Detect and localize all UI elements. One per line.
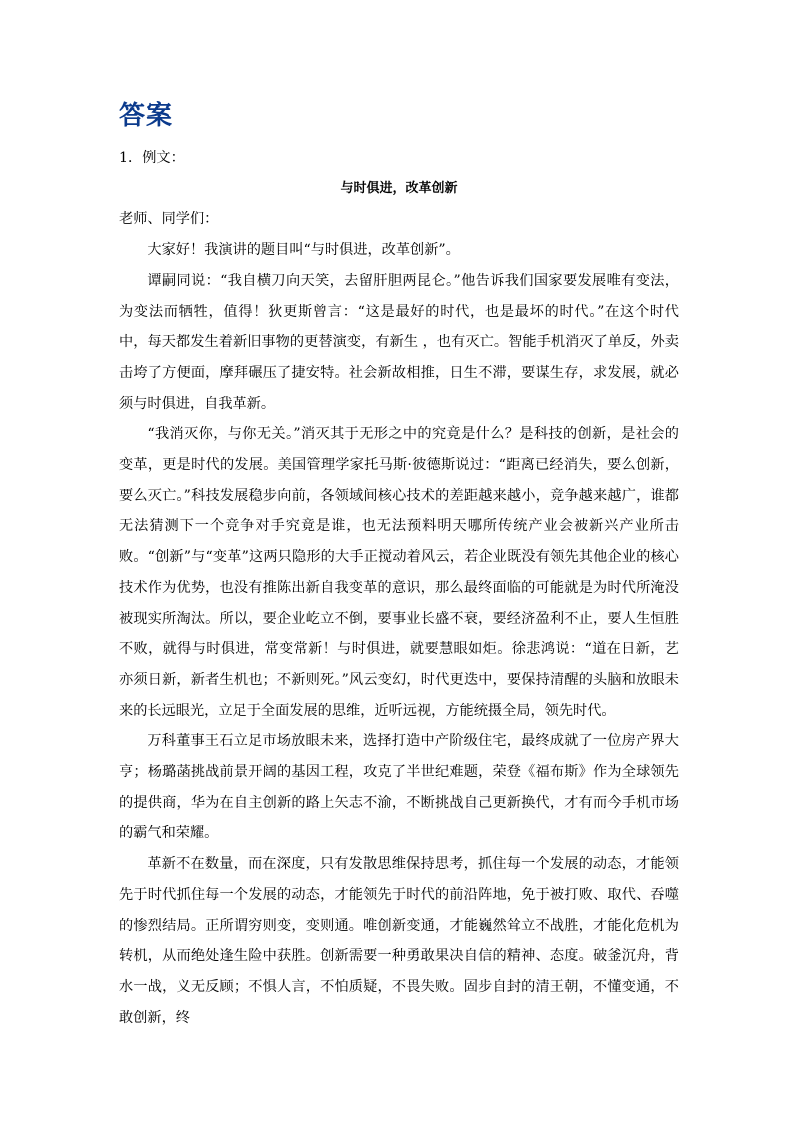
- paragraph-depth: 革新不在数量，而在深度，只有发散思维保持思考，抓住每一个发展的动态，才能领先于时代抓住每一个发展的动态，才能领先于时代的前沿阵地，免于被打败、取代、吞噬的惨烈结局。正所谓穷则变，变则通。唯创新变通，才能巍然耸立不战胜，才能化危机为转机，从而绝处逢生险中获胜。创新需要一种勇敢果决自信的精神、态度。破釜沉舟，背水一战，义无反顾；不惧人言，不怕质疑，不畏失败。固步自封的清王朝，不懂变通，不敢创新，终: [119, 856, 679, 1026]
- answer-content: [119, 143, 679, 1033]
- salutation: 老师、同学们：: [119, 211, 219, 228]
- paragraph-examples: 万科董事王石立足市场放眼未来，选择打造中产阶级住宅，最终成就了一位房产界大亨；杨璐菡挑战前景开阔的基因工程，攻克了半世纪难题，荣登《福布斯》作为全球领先的提供商，华为在自主创新的路上矢志不渝，不断挑战自己更新换代，才有而今手机市场的霸气和荣耀。: [119, 733, 679, 842]
- paragraph-tan-sitong: 谭嗣同说：“我自横刀向天笑，去留肝胆两昆仑。”他告诉我们国家要发展唯有变法，为变法而牺牲，值得！狄更斯曾言：“这是最好的时代，也是最坏的时代。”在这个时代中，每天都发生着新旧事物的更替演变，有新生 ，也有灭亡。智能手机消灭了单反，外卖击垮了方便面，摩拜碾压了捷安特。社会新故相推，日生不滞，要谋生存，求发展，就必须与时俱进，自我革新。: [119, 272, 679, 412]
- essay-title: 与时俱进，改革创新: [340, 180, 458, 196]
- paragraph-greeting: 大家好！我演讲的题目叫“与时俱进，改革创新”。: [147, 242, 460, 259]
- answer-heading: 答案: [119, 101, 174, 131]
- question-label: 1．例文：: [119, 150, 185, 166]
- paragraph-innovation: “我消灭你，与你无关。”消灭其于无形之中的究竟是什么？是科技的创新，是社会的变革，更是时代的发展。美国管理学家托马斯·彼德斯说过：“距离已经消失，要么创新，要么灭亡。”科技发展稳步向前，各领域间核心技术的差距越来越小，竞争越来越广，谁都无法猜测下一个竞争对手究竟是谁，也无法预料明天哪所传统产业会被新兴产业所击败。“创新”与“变革”这两只隐形的大手正搅动着风云，若企业既没有领先其他企业的核心技术作为优势，也没有推陈出新自我变革的意识，那么最终面临的可能就是为时代所淹没被现实所淘汰。所以，要企业屹立不倒，要事业长盛不衰，要经济盈利不止，要人生恒胜不败，就得与时俱进，常变常新！与时俱进，就要慧眼如炬。徐悲鸿说：“道在日新，艺亦须日新，新者生机也；不新则死。”风云变幻，时代更迭中，要保持清醒的头脑和放眼未来的长远眼光，立足于全面发展的思维，近听远视，方能统摄全局，领先时代。: [119, 426, 679, 719]
